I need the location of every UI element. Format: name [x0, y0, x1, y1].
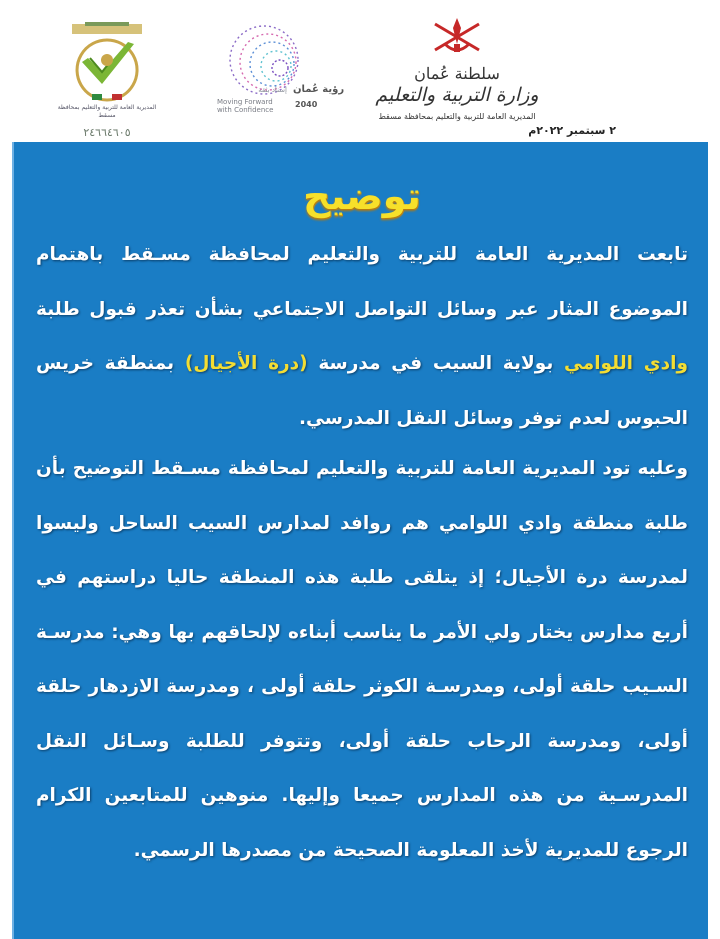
paragraph-1-part-2: بولاية السيب في مدرسة [307, 353, 565, 374]
oman-vision-2040-logo [217, 20, 377, 130]
highlight-durrat-al-ajyal: (درة الأجيال) [184, 353, 308, 374]
paragraph-1 [36, 228, 688, 446]
statement-title: توضيح [303, 174, 421, 218]
oman-khanjar-emblem-icon [427, 14, 487, 60]
ministry-logo [357, 14, 557, 134]
vision-tagline-ar: إسناد بثقة [258, 86, 287, 94]
ministry-line-1: سلطنة عُمان [414, 64, 500, 83]
vision-label: رؤية عُمان [293, 84, 345, 95]
checkmark-emblem-icon [52, 14, 162, 114]
statement-panel [12, 142, 708, 939]
document-date: ٢ سبتمبر ٢٠٢٢م [528, 124, 616, 137]
ministry-line-3: المديرية العامة للتربية والتعليم بمحافظة مسقط [378, 112, 536, 121]
vision-tagline: Moving Forward with Confidence [217, 98, 274, 114]
header [12, 0, 708, 140]
vision-swirl-icon [222, 20, 312, 110]
left-logo-caption: المديرية العامة للتربية والتعليم بمحافظة مسقط [57, 104, 157, 119]
phone-number: ٢٤٦٦٤٦٠٥ [83, 126, 131, 139]
paragraph-1-part-3: بمنطقة خريس الحبوس لعدم توفر وسائل النقل المدرسي. [36, 353, 688, 429]
ministry-line-2: وزارة التربية والتعليم [375, 84, 539, 106]
paragraph-2: وعليه تود المديرية العامة للتربية والتعليم لمحافظة مسـقط التوضيح بأن طلبة منطقة وادي اللوامي هم روافد لمدارس السيب الساحل وليسوا لمدرسة درة الأجيال؛ إذ يتلقى طلبة هذه المنطقة حاليا دراستهم في أربع مدارس يختار ولي الأمر ما يناسب أبناءه لإلحاقهم بها وهي: مدرسـة السـيب حلقة أولى، ومدرسـة الكوثر حلقة أولى ، ومدرسة الازدهار حلقة أولى، ومدرسة الرحاب حلقة أولى، وتتوفر للطلبة وسـائل النقل المدرسـية من هذه المدارس جميعا وإليها. منوهين للمتابعين الكرام الرجوع للمديرية لأخذ المعلومة الصحيحة من مصدرها الرسمي. [36, 458, 688, 861]
paragraph-1-part-1: تابعت المديرية العامة للتربية والتعليم لمحافظة مسـقط باهتمام الموضوع المثار عبر وسائل التواصل الاجتماعي بشأن تعذر قبول طلبة [36, 244, 688, 320]
highlight-wadi-al-lawami: وادي اللوامي [564, 353, 689, 374]
vision-year: 2040 [295, 100, 318, 109]
directorate-emblem-logo [52, 14, 162, 140]
